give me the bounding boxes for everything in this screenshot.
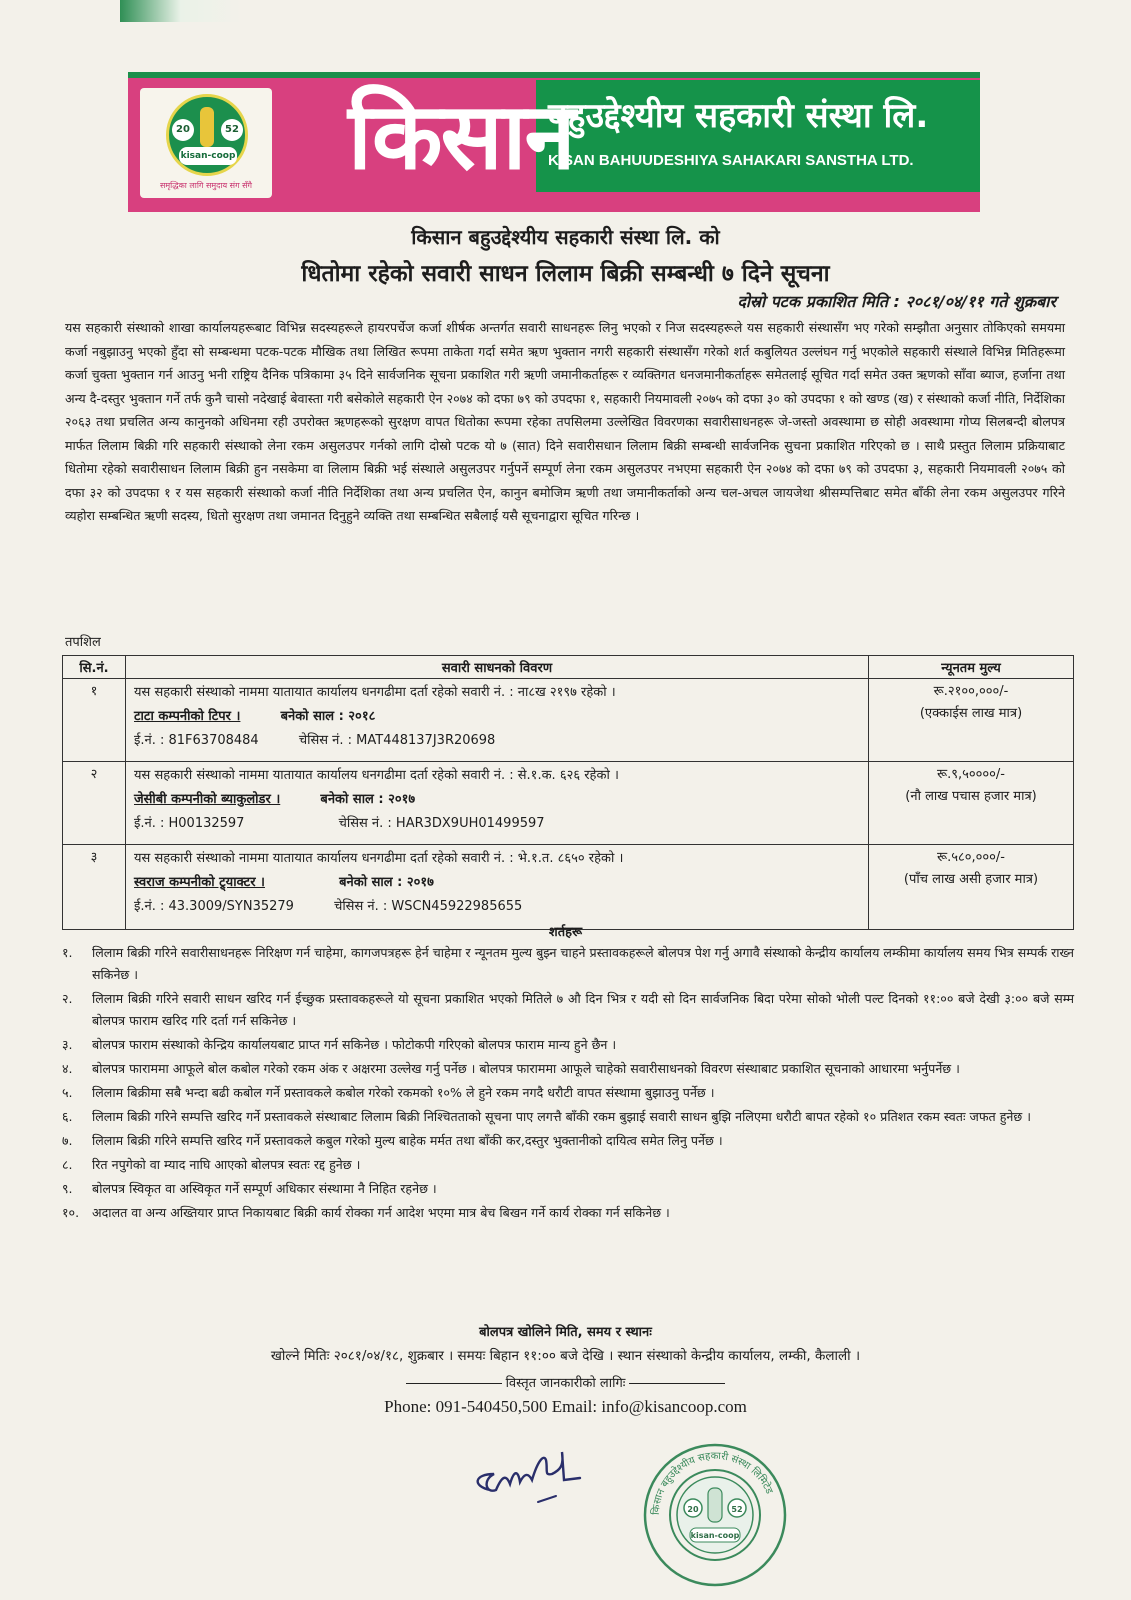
- more-info-label: विस्तृत जानकारीको लागिः: [505, 1376, 626, 1391]
- row-company: स्वराज कम्पनीको ट्र्याक्टर ।: [134, 875, 265, 890]
- top-edge-stripe: [120, 0, 1131, 22]
- logo-number-right: 52: [221, 119, 243, 141]
- list-item: [62, 1058, 1074, 1080]
- coop-seal-stamp: [640, 1440, 790, 1590]
- publish-date: दोस्रो पटक प्रकाशित मिति : २०८१/०४/११ गते शुक्रबार: [737, 292, 1056, 311]
- table-row: [63, 679, 1074, 762]
- term-text: लिलाम बिक्री गरिने सम्पत्ति खरिद गर्ने प्रस्तावकले संस्थाबाट लिलाम बिक्री निश्चितताको सूचना पाए लगत्तै बाँकी रकम बुझाई सवारी साधन बुझि नलिएमा धरौटी बापत रहेको १० प्रतिशत रकम स्वतः जफत हुनेछ ।: [92, 1109, 1032, 1124]
- row-engine: ई.नं. : 43.3009/SYN35279: [134, 899, 294, 914]
- header-serial: सि.नं.: [63, 656, 126, 679]
- row-serial: ३: [63, 845, 126, 930]
- terms-list: [62, 942, 1074, 1226]
- corn-icon: [200, 107, 214, 147]
- details-label: तपशिल: [65, 635, 101, 650]
- term-text: लिलाम बिक्री गरिने सम्पत्ति खरिद गर्ने प्रस्तावकले कबुल गरेको मुल्य बाहेक मर्मत तथा बाँकी कर,दस्तुर भुक्तानीको दायित्व समेत लिनु पर्नेछ ।: [92, 1133, 723, 1148]
- brand-english-text: KISAN BAHUUDESHIYA SAHAKARI SANSTHA LTD.: [548, 152, 914, 169]
- min-price-words: (नौ लाख पचास हजार मात्र): [905, 789, 1037, 804]
- list-item: [62, 1034, 1074, 1056]
- term-number: १.: [62, 945, 73, 960]
- row-company: टाटा कम्पनीको टिपर ।: [134, 709, 241, 724]
- term-text: लिलाम बिक्री गरिने सवारीसाधनहरू निरिक्षण गर्न चाहेमा, कागजपत्रहरू हेर्न चाहेमा र न्यूनतम मुल्य बुझ्न चाहने प्रस्तावकहरूले बोलपत्र पेश गर्नु अगावै संस्थाको केन्द्रीय कार्यालय लम्कीमा कार्यालय समय भित्र सम्पर्क राख्न सकिनेछ ।: [92, 945, 1074, 982]
- brand-nepali-text: बहुउद्देश्यीय सहकारी संस्था लि.: [548, 96, 929, 136]
- list-item: [62, 988, 1074, 1032]
- row-chassis: चेसिस नं. : MAT448137J3R20698: [298, 733, 496, 748]
- notice-title-line1: किसान बहुउद्देश्यीय सहकारी संस्था लि. को: [411, 225, 720, 249]
- contact-line: Phone: 091-540450,500 Email: info@kisancoop.com: [384, 1397, 747, 1416]
- row-engine: ई.नं. : 81F63708484: [134, 733, 259, 748]
- notice-title-line2: धितोमा रहेको सवारी साधन लिलाम बिक्री सम्बन्धी ७ दिने सूचना: [301, 261, 830, 287]
- row-make-year: [134, 871, 860, 895]
- term-number: ५.: [62, 1085, 73, 1100]
- row-serial: २: [63, 762, 126, 845]
- row-year: बनेको साल : २०१७: [339, 875, 434, 890]
- row-registration: यस सहकारी संस्थाको नाममा यातायात कार्यालय धनगढीमा दर्ता रहेको सवारी नं. : भे.१.त. ८६५० रहेको ।: [134, 851, 624, 866]
- row-min-price: [869, 762, 1074, 845]
- list-item: [62, 1106, 1074, 1128]
- list-item: [62, 1130, 1074, 1152]
- opening-title: बोलपत्र खोलिने मिति, समय र स्थानः: [479, 1325, 652, 1340]
- opening-details: खोल्ने मितिः २०८१/०४/१८, शुक्रबार । समयः बिहान ११:०० बजे देखि । स्थान संस्थाको केन्द्रीय कार्यालय, लम्की, कैलाली ।: [270, 1348, 861, 1364]
- term-number: ३.: [62, 1037, 73, 1052]
- term-text: लिलाम बिक्री गरिने सवारी साधन खरिद गर्न ईच्छुक प्रस्तावकहरूले यो सूचना प्रकाशित भएको मितिले ७ औ दिन भित्र र यदी सो दिन सार्वजनिक बिदा परेमा सोको भोली पल्ट दिनको ११:०० बजे देखी ३:०० बजे सम्म बोलपत्र फाराम खरिद गरि दर्ता गर्न सकिनेछ ।: [92, 991, 1074, 1028]
- row-company: जेसीबी कम्पनीको ब्याकुलोडर ।: [134, 792, 281, 807]
- row-serial: १: [63, 679, 126, 762]
- row-description: [126, 845, 869, 930]
- row-chassis: चेसिस नं. : HAR3DX9UH01499597: [338, 816, 545, 831]
- vehicle-table: [62, 655, 1074, 930]
- row-registration: यस सहकारी संस्थाको नाममा यातायात कार्यालय धनगढीमा दर्ता रहेको सवारी नं. : से.१.क. ६२६ रहेको ।: [134, 768, 619, 783]
- term-text: लिलाम बिक्रीमा सबै भन्दा बढी कबोल गर्ने प्रस्तावकले कबोल गरेको रकमको १०% ले हुने रकम नगदै धरौटी वापत संस्थामा बुझाउनु पर्नेछ ।: [92, 1085, 715, 1100]
- row-year: बनेको साल : २०१७: [320, 792, 416, 807]
- stamp-number-right: 52: [731, 1505, 743, 1514]
- row-registration: यस सहकारी संस्थाको नाममा यातायात कार्यालय धनगढीमा दर्ता रहेको सवारी नं. : ना८ख २१९७ रहेको ।: [134, 685, 616, 700]
- brand-main-text: किसान: [348, 83, 574, 190]
- row-chassis: चेसिस नं. : WSCN45922985655: [334, 899, 523, 914]
- stamp-number-left: 20: [687, 1505, 699, 1514]
- logo-number-left: 20: [172, 119, 194, 141]
- stamp-coop-text: kisan-coop: [690, 1531, 740, 1540]
- divider: [629, 1383, 725, 1384]
- row-ids: [134, 895, 860, 919]
- table-row: [63, 845, 1074, 930]
- logo-emblem: [166, 94, 248, 176]
- table-header-row: [63, 656, 1074, 679]
- list-item: [62, 1082, 1074, 1104]
- header-banner: [128, 72, 980, 212]
- stamp-corn-icon: [708, 1488, 722, 1522]
- term-number: २.: [62, 991, 73, 1006]
- term-text: अदालत वा अन्य अख्तियार प्राप्त निकायबाट बिक्री कार्य रोक्का गर्न आदेश भएमा मात्र बेच बिखन गर्ने कार्य रोक्का गर्न सकिनेछ ।: [92, 1205, 670, 1220]
- row-make-year: [134, 788, 860, 812]
- list-item: [62, 1202, 1074, 1224]
- min-price-amount: रू.५८०,०००/-: [937, 850, 1005, 865]
- logo-coop-text: kisan-coop: [179, 147, 237, 165]
- list-item: [62, 942, 1074, 986]
- logo-tagline: समृद्धिका लागि समुदाय संग सँगै: [159, 181, 253, 190]
- list-item: [62, 1154, 1074, 1176]
- term-number: ६.: [62, 1109, 73, 1124]
- term-text: बोलपत्र स्विकृत वा अस्विकृत गर्ने सम्पूर्ण अधिकार संस्थामा नै निहित रहनेछ ।: [92, 1181, 437, 1196]
- term-number: ८.: [62, 1157, 73, 1172]
- stamp-ring-text: किसान बहुउद्देश्यीय सहकारी संस्था लिमिटेड: [650, 1450, 775, 1516]
- min-price-amount: रू.९,५००००/-: [937, 767, 1005, 782]
- term-number: ९.: [62, 1181, 73, 1196]
- term-number: ७.: [62, 1133, 73, 1148]
- terms-title: शर्तहरू: [548, 925, 583, 940]
- notice-body: यस सहकारी संस्थाको शाखा कार्यालयहरूबाट विभिन्न सदस्यहरूले हायरपर्चेज कर्जा शीर्षक अन्तर्गत सवारी साधनहरू लिनु भएको र निज सदस्यहरूले यस सहकारी संस्थासँग भए गरेको सम्झौता अनुसार तोकिएको समयमा कर्जा नबुझाउनु भएको हुँदा सो सम्बन्धमा पटक-पटक मौखिक तथा लिखित रूपमा ताकेता गर्दा समेत ऋण भुक्तान नगरी सहकारी संस्थासँग गरेको शर्त कबुलियत उल्लंघन गर्नु भएकोले सहकारी संस्थाले विभिन्न मितिहरूमा कर्जा चुक्ता भुक्तान गर्न आउनु भनी राष्ट्रिय दैनिक पत्रिकामा ३५ दिने सार्वजनिक सूचना प्रकाशित गरी ऋणी जमानीकर्ताहरू र व्यक्तिगत धनजमानीकर्ताहरू समेतलाई सूचित गर्दा समेत उक्त ऋणको साँवा ब्याज, हर्जाना तथा अन्य दै-दस्तुर भुक्तान गर्ने तर्फ कुनै चासो नदेखाई बेवास्ता गरी बसेकोले सहकारी ऐन २०७४ को दफा ७९ को उपदफा १, सहकारी नियमावली २०७५ को दफा ३० को उपदफा १ को खण्ड (ख) र संस्थाको कर्जा नीति, निर्देशिका २०६३ तथा प्रचलित अन्य कानुनको अधिनमा रही उपरोक्त ऋणहरूको सुरक्षण वापत धितोका रूपमा रहेका तपसिलमा उल्लेखित विवरणका सवारीसाधनहरू जे-जस्तो अवस्थामा छ सोही अवस्थामा गोप्य सिलबन्दी बोलपत्र मार्फत लिलाम बिक्री गरि सहकारी संस्थाको लेना रकम असुलउपर गर्नको लागि दोस्रो पटक यो ७ (सात) दिने सवारीसधान लिलाम बिक्री सम्बन्धी सार्वजनिक सुचना प्रकाशित गरिएको छ । साथै प्रस्तुत लिलाम प्रक्रियाबाट धितोमा रहेको सवारीसाधन लिलाम बिक्री हुन नसकेमा वा लिलाम बिक्री भई संस्थाले असुलउपर गर्नुपर्ने सम्पूर्ण लेना रकम असुलउपर नभएमा सहकारी ऐन २०७४ को दफा ७९ को उपदफा ३, सहकारी नियमावली २०७५ को दफा ३२ को उपदफा १ र यस सहकारी संस्थाको कर्जा नीति निर्देशिका तथा अन्य प्रचलित ऐन, कानुन बमोजिम ऋणी तथा जमानीकर्ताको अन्य चल-अचल जायजेथा श्रीसम्पत्तिबाट समेत बाँकी लेना रकम असुलउपर गरिने व्यहोरा सम्बन्धित ऋणी सदस्य, धितो सुरक्षण तथा जमानत दिनुहुने व्यक्ति तथा सम्बन्धित सबैलाई यसै सूचनाद्वारा सूचित गरिन्छ ।: [65, 320, 1065, 523]
- signature-image: [460, 1440, 620, 1520]
- row-description: [126, 679, 869, 762]
- row-ids: [134, 812, 860, 836]
- row-min-price: [869, 679, 1074, 762]
- row-ids: [134, 729, 860, 753]
- divider: [406, 1383, 502, 1384]
- term-text: बोलपत्र फाराम संस्थाको केन्द्रिय कार्यालयबाट प्राप्त गर्न सकिनेछ । फोटोकपी गरिएको बोलपत्र फाराम मान्य हुने छैन ।: [92, 1037, 617, 1052]
- min-price-words: (एक्काईस लाख मात्र): [919, 706, 1023, 721]
- header-min-price: न्यूनतम मुल्य: [869, 656, 1074, 679]
- row-engine: ई.नं. : H00132597: [134, 816, 245, 831]
- row-year: बनेको साल : २०१८: [280, 709, 376, 724]
- table-row: [63, 762, 1074, 845]
- row-min-price: [869, 845, 1074, 930]
- row-description: [126, 762, 869, 845]
- min-price-words: (पाँच लाख असी हजार मात्र): [903, 872, 1039, 887]
- term-number: १०.: [62, 1205, 80, 1220]
- row-make-year: [134, 705, 860, 729]
- term-number: ४.: [62, 1061, 73, 1076]
- coop-logo: [140, 88, 272, 198]
- header-description: सवारी साधनको विवरण: [126, 656, 869, 679]
- list-item: [62, 1178, 1074, 1200]
- more-info-line: [0, 1373, 1131, 1391]
- term-text: रित नपुगेको वा म्याद नाघि आएको बोलपत्र स्वतः रद्द हुनेछ ।: [92, 1157, 361, 1172]
- term-text: बोलपत्र फाराममा आफूले बोल कबोल गरेको रकम अंक र अक्षरमा उल्लेख गर्नु पर्नेछ । बोलपत्र फाराममा आफूले चाहेको सवारीसाधनको विवरण संस्थाबाट प्रकाशित सूचनाको आधारमा भर्नुपर्नेछ ।: [92, 1061, 960, 1076]
- min-price-amount: रू.२१००,०००/-: [933, 684, 1009, 699]
